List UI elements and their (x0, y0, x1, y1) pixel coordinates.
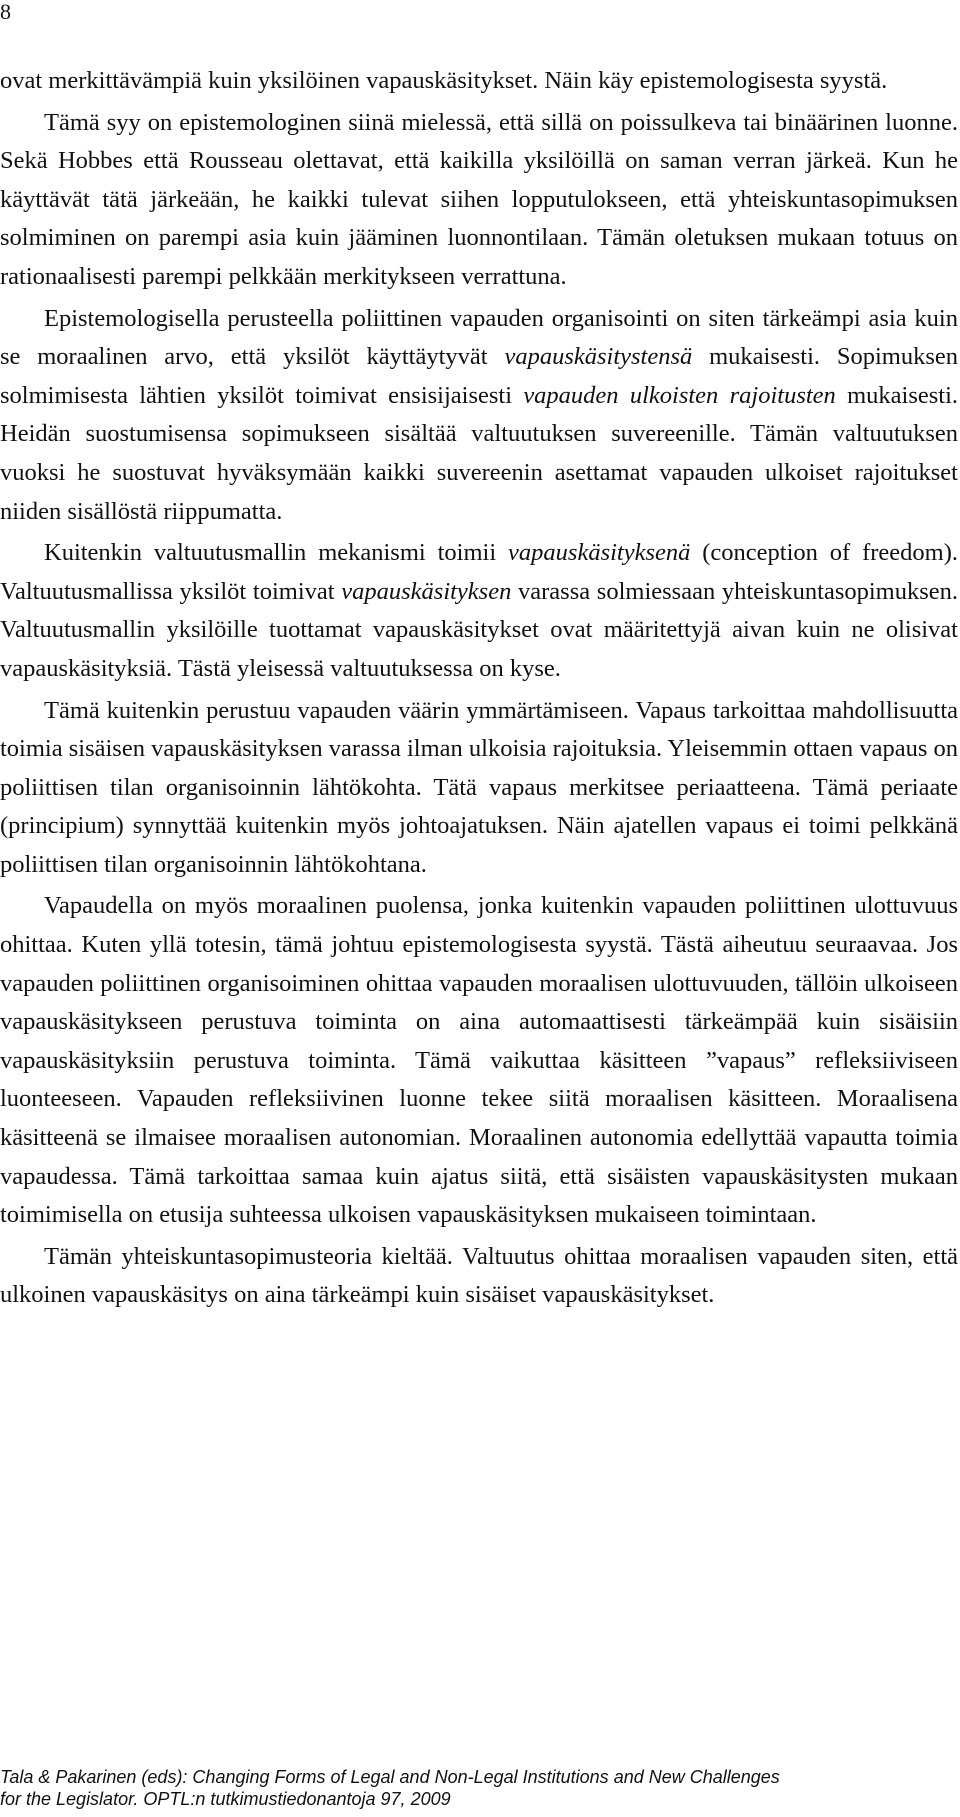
body-text (0, 62, 958, 1315)
paragraph-7: Tämän yhteiskuntasopimusteoria kieltää. Valtuutus ohittaa moraalisen vapauden siten, että ulkoinen vapauskäsitys on aina tärkeämpi kuin sisäiset vapauskäsitykset. (0, 1242, 958, 1309)
paragraph-5: Tämä kuitenkin perustuu vapauden väärin ymmärtämiseen. Vapaus tarkoittaa mahdollisuutta toimia sisäisen vapauskäsityksen varassa ilman ulkoisia rajoituksia. Yleisemmin ottaen vapaus on poliittisen tilan organisoinnin lähtökohta. Tätä vapaus merkitsee periaatteena. Tämä periaate (principium) synnyttää kuitenkin myös johtoajatuksen. Näin ajatellen vapaus ei toimi pelkkänä poliittisen tilan organisoinnin lähtökohtana. (0, 696, 958, 878)
paragraph-4-text-c: varassa solmiessaan yhteiskuntasopimuksen. Valtuutusmallin yksilöille tuottamat vapauskäsitykset ovat määritettyjä aivan kuin ne olisivat vapauskäsityksiä. Tästä yleisessä valtuutuksessa on kyse. (0, 577, 958, 682)
paragraph-2: Tämä syy on epistemologinen siinä mielessä, että sillä on poissulkeva tai binäärinen luonne. Sekä Hobbes että Rousseau olettavat, että kaikilla yksilöillä on saman verran järkeä. Kun he käyttävät tätä järkeään, he kaikki tulevat siihen lopputulokseen, että yhteiskuntasopimuksen solmiminen on parempi asia kuin jääminen luonnontilaan. Tämän oletuksen mukaan totuus on rationaalisesti parempi pelkkään merkitykseen verrattuna. (0, 108, 958, 290)
paragraph-4-text-b: (conception of freedom). Valtuutusmallissa yksilöt toimivat (0, 539, 959, 605)
page-number: 8 (0, 0, 11, 24)
footer-line-2: for the Legislator. OPTL:n tutkimustiedonantoja 97, 2009 (0, 1789, 451, 1809)
paragraph-3-text-a: Epistemologisella perusteella poliittinen vapauden organisointi on siten tärkeämpi asia kuin se moraalinen arvo, että yksilöt käyttäytyvät (0, 304, 958, 371)
paragraph-4 (0, 534, 958, 688)
paragraph-3-text-c: mukaisesti. Heidän suostumisensa sopimukseen sisältää valtuutuksen suvereenille. Tämän valtuutuksen vuoksi he suostuvat hyväksymään kaikki suvereenin asettamat vapauden ulkoiset rajoitukset niiden sisällöstä riippumatta. (0, 381, 958, 525)
paragraph-4-emphasis-b: vapauskäsityksen (341, 577, 512, 605)
footer-line-1: Tala & Pakarinen (eds): Changing Forms of Legal and Non-Legal Institutions and New Challenges (0, 1767, 780, 1787)
paragraph-3-emphasis-b: vapauden ulkoisten rajoitusten (523, 381, 836, 409)
paragraph-6: Vapaudella on myös moraalinen puolensa, jonka kuitenkin vapauden poliittinen ulottuvuus ohittaa. Kuten yllä totesin, tämä johtuu epistemologisesta syystä. Tästä aiheutuu seuraavaa. Jos vapauden poliittinen organisoiminen ohittaa vapauden moraalisen ulottuvuuden, tällöin ulkoiseen vapauskäsitykseen perustuva toiminta on aina automaattisesti tärkeämpää kuin sisäisiin vapauskäsityksiin perustuva toiminta. Tämä vaikuttaa käsitteen ”vapaus” refleksiiviseen luonteeseen. Vapauden refleksiivinen luonne tekee siitä moraalisen käsitteen. Moraalisena käsitteenä se ilmaisee moraalisen autonomian. Moraalinen autonomia edellyttää vapautta toimia vapaudessa. Tämä tarkoittaa samaa kuin ajatus siitä, että sisäisten vapauskäsitysten mukaan toimimisella on etusija suhteessa ulkoisen vapauskäsityksen mukaiseen toimintaan. (0, 892, 958, 1229)
paragraph-4-text-a: Kuitenkin valtuutusmallin mekanismi toimii (44, 539, 509, 567)
paragraph-3 (0, 300, 958, 532)
paragraph-1: ovat merkittävämpiä kuin yksilöinen vapauskäsitykset. Näin käy epistemologisesta syystä. (0, 67, 888, 94)
paragraph-3-text-b: mukaisesti. Sopimuksen solmimisesta lähtien yksilöt toimivat ensisijaisesti (0, 343, 959, 409)
paragraph-3-emphasis-a: vapauskäsitystensä (504, 343, 693, 371)
paragraph-4-emphasis-a: vapauskäsityksenä (508, 539, 691, 567)
footer-citation (0, 1766, 958, 1810)
